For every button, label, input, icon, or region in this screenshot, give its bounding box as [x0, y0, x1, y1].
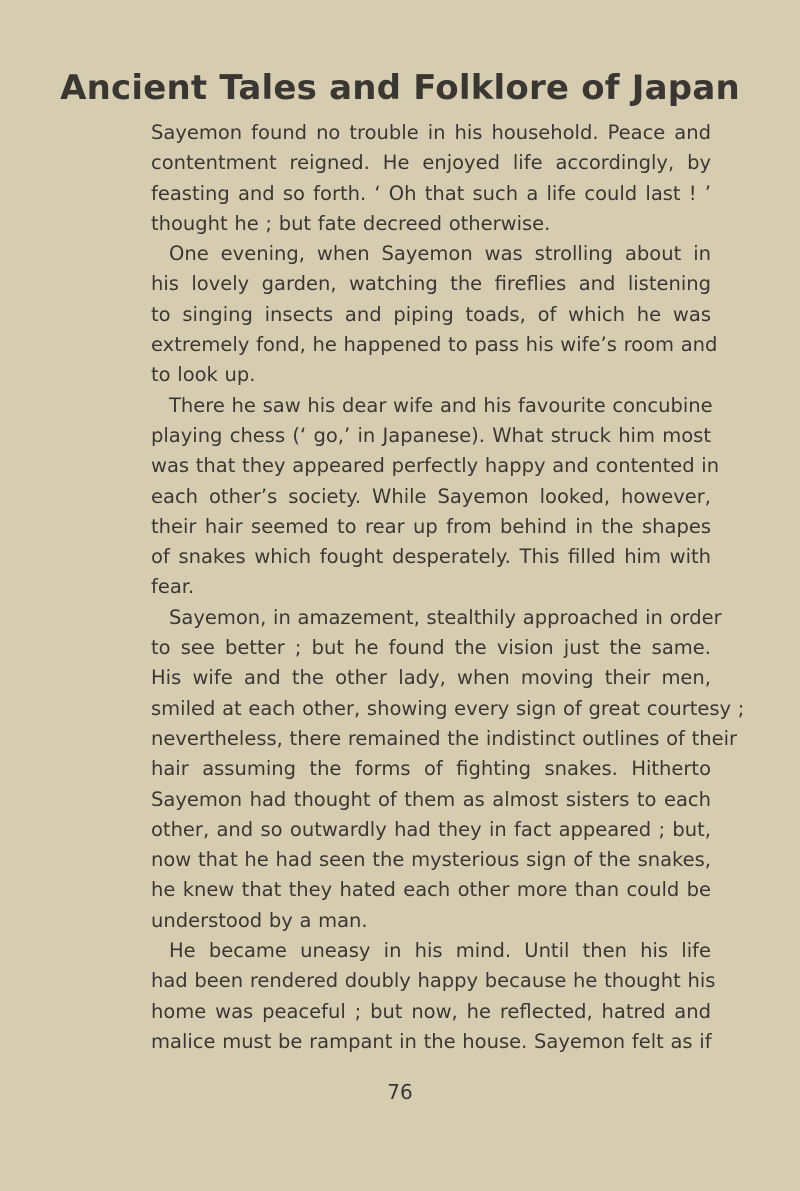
text-line: feasting and so forth. ‘ Oh that such a life could last ! ’ [151, 181, 711, 205]
text-line: Sayemon, in amazement, stealthily approached in order [169, 605, 722, 629]
text-line: their hair seemed to rear up from behind in the shapes [151, 514, 711, 538]
text-line: thought he ; but fate decreed otherwise. [151, 211, 551, 235]
text-line: One evening, when Sayemon was strolling about in [169, 242, 711, 266]
text-line: was that they appeared perfectly happy and contented in [151, 454, 720, 478]
text-line: to see better ; but he found the vision just the same. [151, 636, 711, 660]
text-line: to singing insects and piping toads, of which he was [151, 302, 711, 326]
text-line: playing chess (‘ go,’ in Japanese). What struck him most [151, 423, 711, 447]
text-line: home was peaceful ; but now, he reflected, hatred and [151, 999, 711, 1023]
text-line: nevertheless, there remained the indistinct outlines of their [151, 726, 738, 750]
text-line: his lovely garden, watching the fireflies and listening [151, 272, 711, 296]
text-line: fear. [151, 575, 195, 599]
text-line: each other’s society. While Sayemon looked, however, [151, 484, 711, 508]
text-line: malice must be rampant in the house. Sayemon felt as if [151, 1029, 712, 1053]
text-line: to look up. [151, 363, 256, 387]
text-line: he knew that they hated each other more than could be [151, 878, 711, 902]
running-head: Ancient Tales and Folklore of Japan [60, 68, 740, 108]
text-line: Sayemon found no trouble in his household. Peace and [151, 121, 711, 144]
text-line: He became uneasy in his mind. Until then his life [169, 939, 711, 963]
text-line: had been rendered doubly happy because he thought his [151, 969, 716, 993]
text-line: hair assuming the forms of fighting snakes. Hitherto [151, 757, 711, 781]
text-line: Sayemon had thought of them as almost sisters to each [151, 787, 711, 811]
text-line: extremely fond, he happened to pass his wife’s room and [151, 333, 718, 357]
text-line: of snakes which fought desperately. This filled him with [151, 545, 711, 569]
page-number: 76 [387, 1080, 413, 1104]
text-line: His wife and the other lady, when moving their men, [151, 666, 711, 690]
text-line: other, and so outwardly had they in fact appeared ; but, [151, 817, 711, 841]
text-line: understood by a man. [151, 908, 368, 932]
text-line: smiled at each other, showing every sign of great courtesy ; [151, 696, 745, 720]
text-line: contentment reigned. He enjoyed life accordingly, by [151, 151, 711, 175]
text-line: now that he had seen the mysterious sign of the snakes, [151, 848, 711, 872]
body-text [151, 118, 745, 1057]
text-line: There he saw his dear wife and his favourite concubine [169, 393, 713, 417]
